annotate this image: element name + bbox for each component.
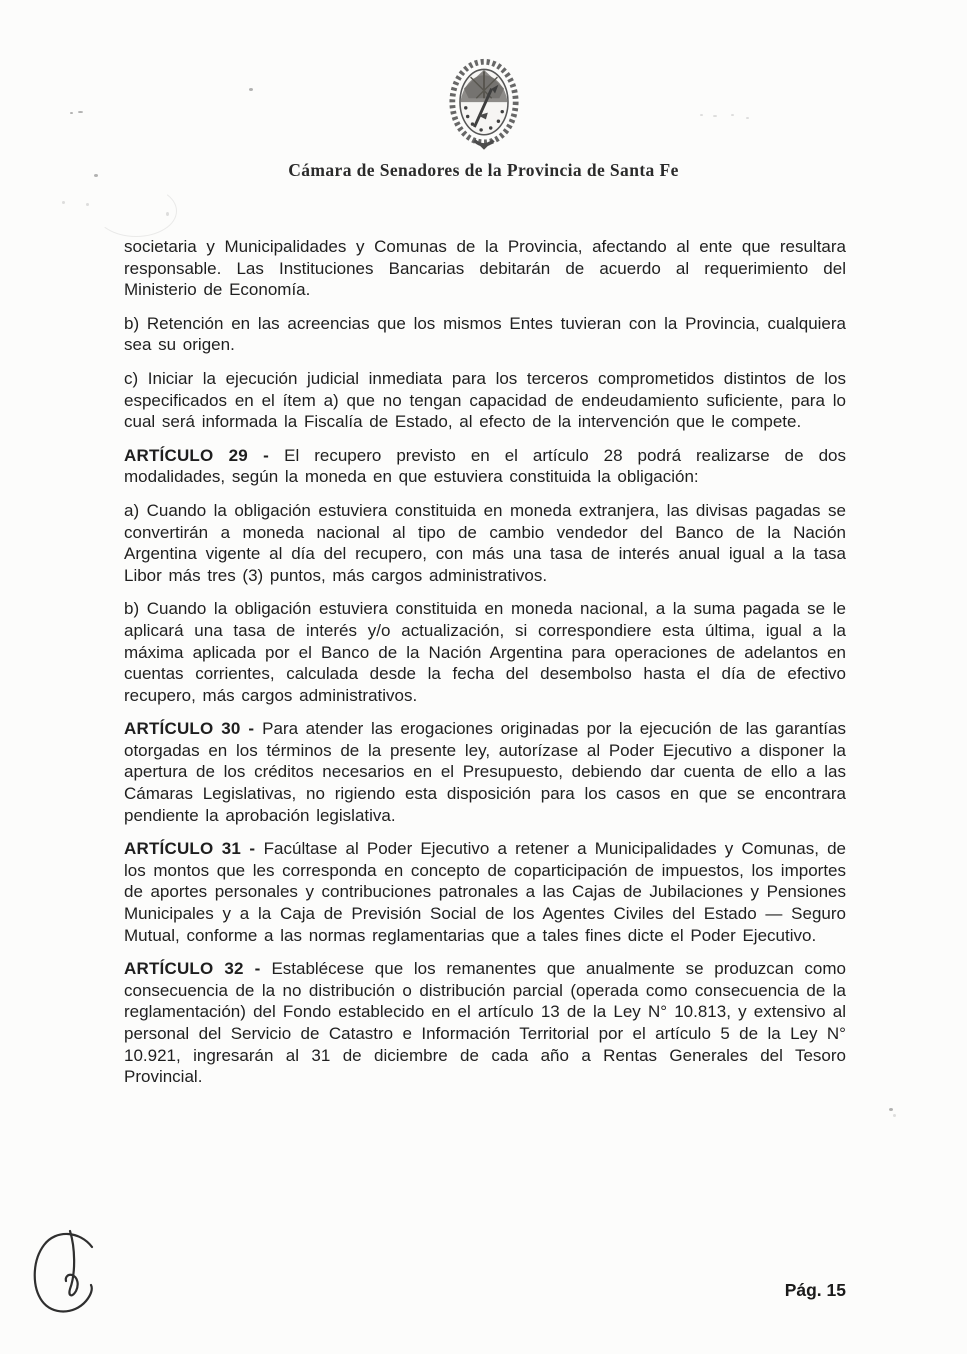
- scan-speck: [713, 115, 717, 117]
- article-lead: ARTÍCULO 31 -: [124, 839, 264, 859]
- scan-noise-arc: [95, 185, 177, 237]
- paragraph-item-b: [124, 313, 846, 356]
- paragraph-text: b) Retención en las acreencias que los mismos Entes tuvieran con la Provincia, cualquiera sea su origen.: [124, 313, 846, 355]
- header-emblem: [0, 56, 967, 157]
- paragraph-text: societaria y Municipalidades y Comunas de la Provincia, afectando al ente que resultara responsable. Las Instituciones Bancarias debitarán de acuerdo al requerimiento del Ministerio de Economía.: [124, 237, 846, 300]
- page-number-label: Pág. 15: [784, 1280, 846, 1300]
- scan-speck: [893, 1114, 896, 1117]
- document-body: [124, 236, 846, 1100]
- handwritten-signature-mark: [28, 1225, 116, 1326]
- signature-icon: [28, 1225, 116, 1321]
- paragraph-articulo-29: [124, 445, 846, 488]
- paragraph-item-b-art29: [124, 598, 846, 706]
- paragraph-text: a) Cuando la obligación estuviera constituida en moneda extranjera, las divisas pagadas se convertirán a moneda nacional al tipo de cambio vendedor del Banco de la Nación Argentina vigente al día del recupero, con más una tasa de interés anual igual a la tasa Libor más tres (3) puntos, más cargos administrativos.: [124, 500, 846, 585]
- scan-speck: [731, 114, 734, 116]
- article-lead: ARTÍCULO 29 -: [124, 445, 285, 465]
- paragraph-text: Establécese que los remanentes que anualmente se produzcan como consecuencia de la no distribución o distribución parcial (operada como consecuencia de la reglamentación) del Fondo establecido en el artículo 13 de la Ley N° 10.813, y extensivo al personal del Servicio de Catastro e Información Territorial por el artículo 5 de la Ley N° 10.921, ingresarán al 31 de diciembre de cada año a Rentas Generales del Tesoro Provincial.: [124, 959, 846, 1087]
- scan-speck: [889, 1108, 893, 1111]
- article-lead: ARTÍCULO 32 -: [124, 959, 272, 979]
- paragraph-articulo-31: [124, 838, 846, 946]
- paragraph-articulo-32: [124, 958, 846, 1088]
- institution-title: Cámara de Senadores de la Provincia de Santa Fe: [288, 160, 679, 180]
- scan-speck: [78, 111, 83, 113]
- scan-speck: [249, 88, 253, 91]
- scan-speck: [746, 117, 749, 119]
- scan-speck: [62, 201, 65, 204]
- paragraph-continuation: [124, 236, 846, 301]
- scan-speck: [700, 114, 703, 116]
- article-lead: ARTÍCULO 30 -: [124, 719, 263, 739]
- scan-speck: [70, 112, 73, 114]
- paragraph-text: b) Cuando la obligación estuviera constituida en moneda nacional, a la suma pagada se le aplicará una tasa de interés y/o actualización, si correspondiere esta última, igual a la máxima aplicada por el Banco de la Nación Argentina para operaciones de adelantos en cuentas corrientes, calculada desde la fecha del desembolso hasta el día de efectivo recupero, más cargos administrativos.: [124, 599, 846, 705]
- paragraph-text: Para atender las erogaciones originadas por la ejecución de las garantías otorgadas en los términos de la presente ley, autorízase al Poder Ejecutivo a disponer la apertura de los créditos necesarios en el Presupuesto, debiendo dar cuenta de ello a las Cámaras Legislativas, no rigiendo esta disposición para los casos en que se encontrara pendiente la aprobación legislativa.: [124, 719, 846, 825]
- scan-speck: [94, 174, 98, 177]
- scan-speck: [86, 203, 89, 206]
- paragraph-articulo-30: [124, 718, 846, 826]
- paragraph-item-c: [124, 368, 846, 433]
- paragraph-text: El recupero previsto en el artículo 28 podrá realizarse de dos modalidades, según la moneda en que estuviera constituida la obligación:: [124, 445, 846, 487]
- paragraph-text: Facúltase al Poder Ejecutivo a retener a Municipalidades y Comunas, de los montos que les corresponda en concepto de coparticipación de impuestos, los importes de aportes personales y contribuciones patronales a las Cajas de Jubilaciones y Pensiones Municipales y a la Caja de Previsión Social de los Agentes Civiles del Estado — Seguro Mutual, conforme a las normas reglamentarias que a tales fines dicte el Poder Ejecutivo.: [124, 839, 846, 945]
- paragraph-text: c) Iniciar la ejecución judicial inmediata para los terceros comprometidos distintos de los especificados en el ítem a) que no tengan capacidad de endeudamiento suficiente, para lo cual será informada la Fiscalía de Estado, al efecto de la intervención que le compete.: [124, 368, 846, 432]
- paragraph-item-a-art29: [124, 500, 846, 586]
- coat-of-arms-icon: [436, 56, 532, 152]
